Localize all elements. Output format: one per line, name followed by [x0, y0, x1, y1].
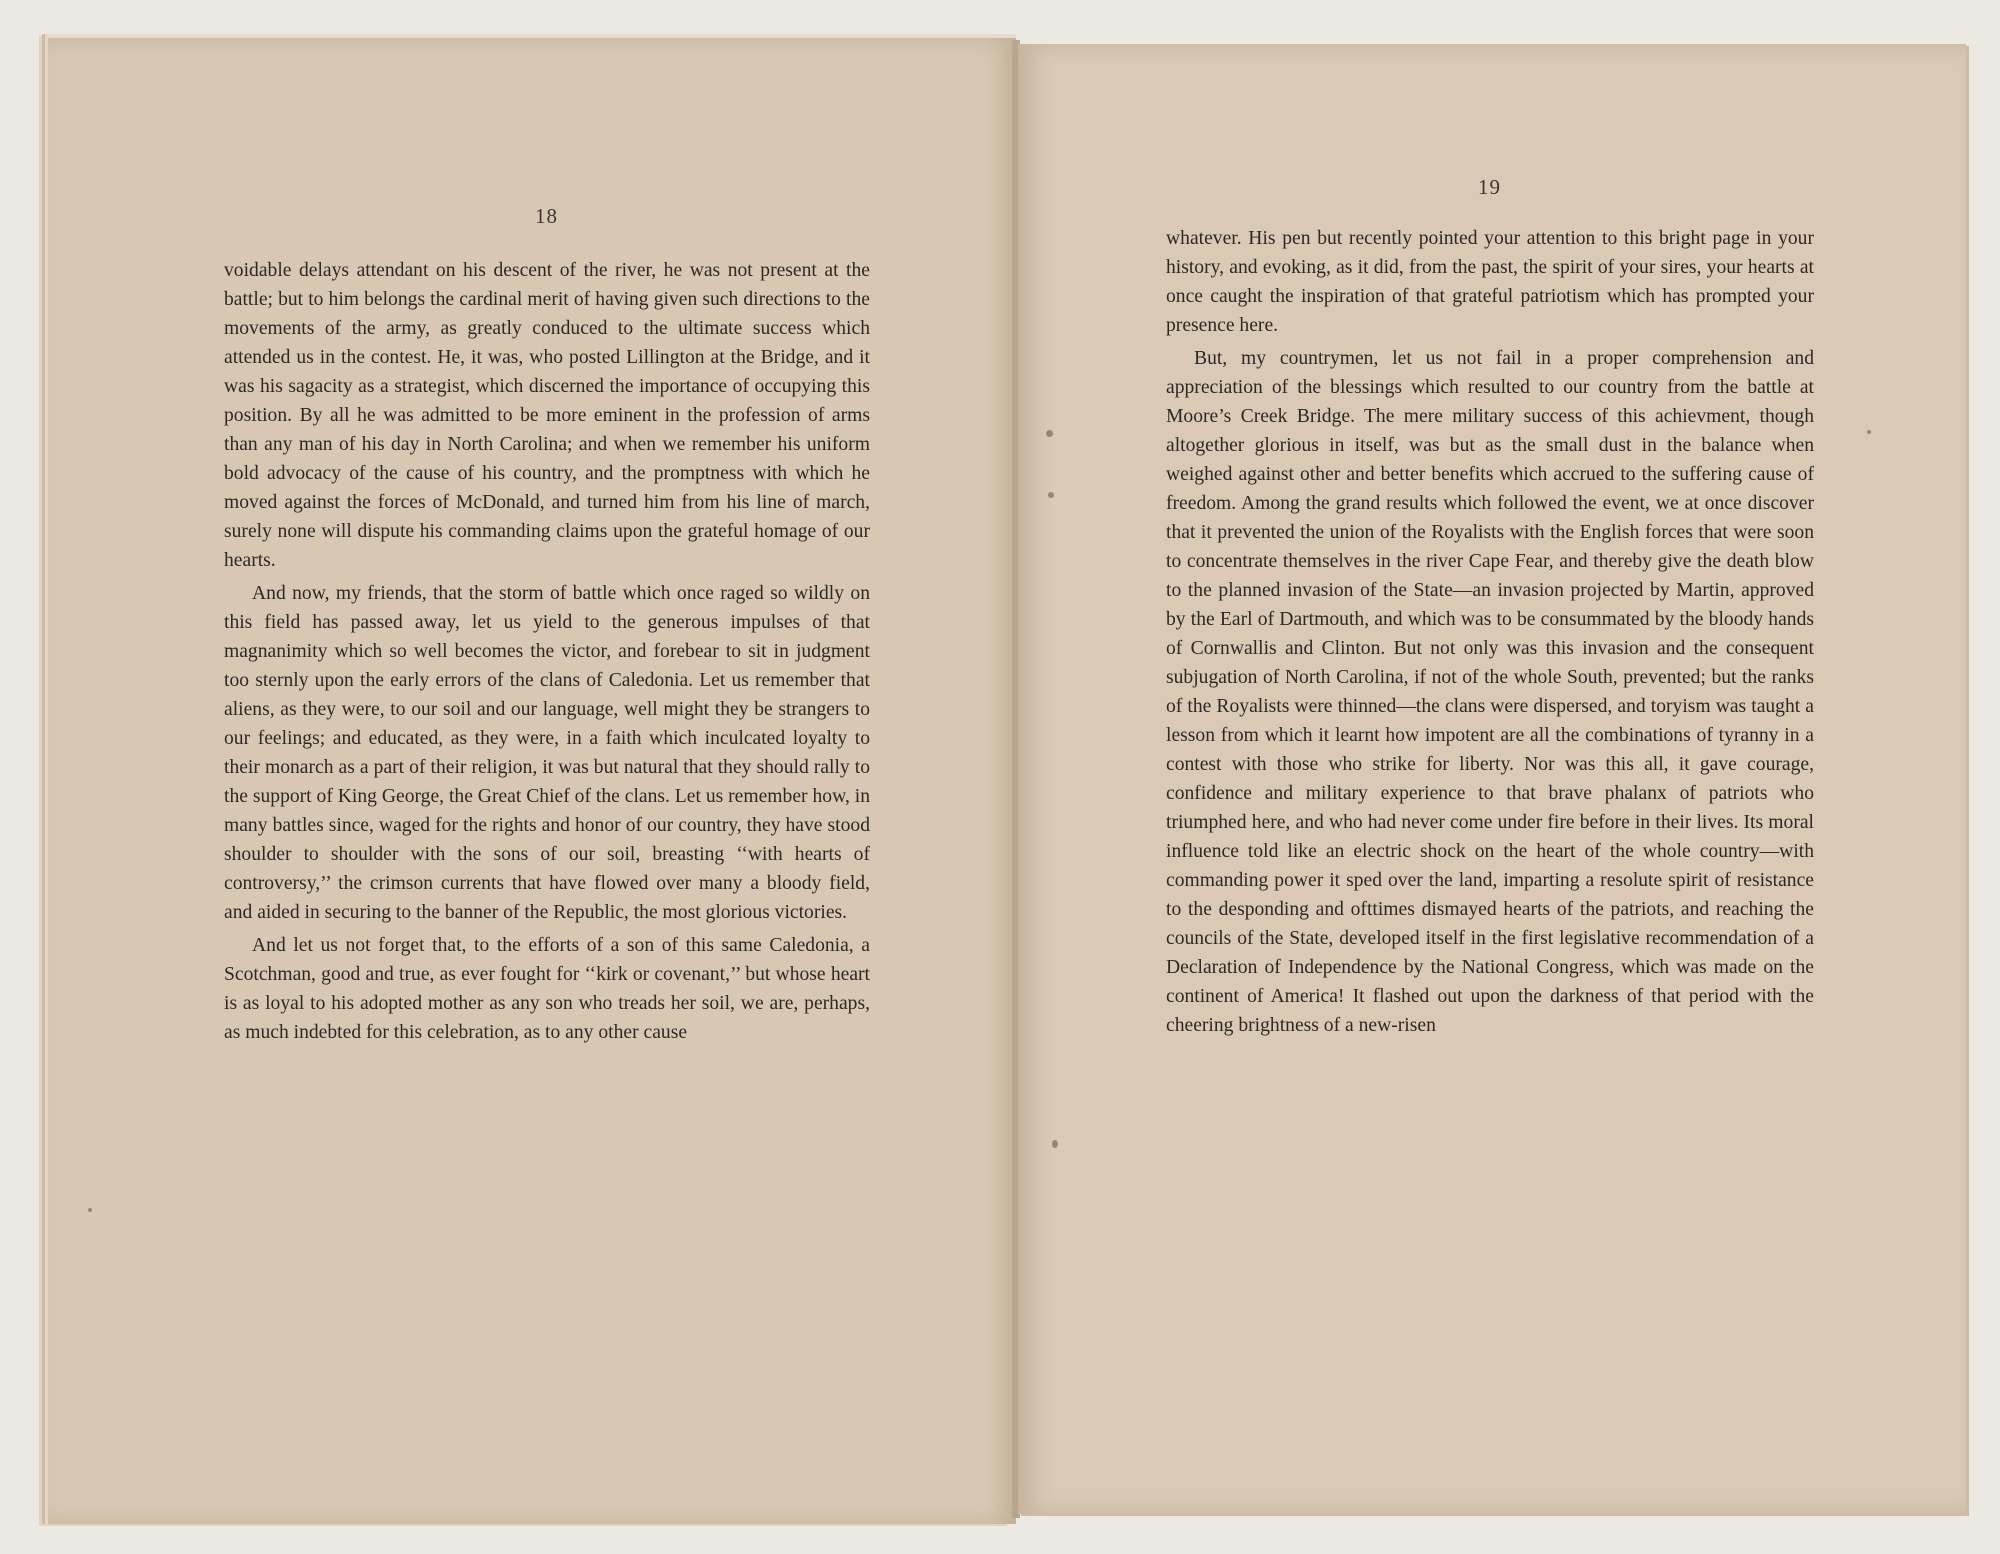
right-page-number: 19 — [1478, 175, 1501, 199]
left-paragraph-2: And now, my friends, that the storm of battle which once raged so wildly on this field has passed away, let us yield to the generous impulses of that magnanimity which so well becomes the victor, and forebear to sit in judgment too sternly upon the early errors of the clans of Caledonia. Let us remember that aliens, as they were, to our soil and our language, well might they be strangers to our feelings; and educated, as they were, in a faith which inculcated loyalty to their monarch as a part of their religion, it was but natural that they should rally to the support of King George, the Great Chief of the clans. Let us remember how, in many battles since, waged for the rights and honor of our country, they have stood shoulder to shoulder with the sons of our soil, breasting ‘‘with hearts of controversy,’’ the crimson currents that have flowed over many a bloody field, and aided in securing to the banner of the Republic, the most glorious victories. — [224, 583, 870, 923]
paper-speck — [1046, 430, 1053, 437]
right-paragraph-2: But, my countrymen, let us not fail in a proper comprehension and appreciation of the blessings which resulted to our country from the battle at Moore’s Creek Bridge. The mere military success of this achievment, though altogether glorious in itself, was but as the small dust in the balance when weighed against other and better benefits which accrued to the suffering cause of freedom. Among the grand results which followed the event, we at once discover that it prevented the union of the Royalists with the English forces that were soon to concentrate themselves in the river Cape Fear, and thereby give the death blow to the planned invasion of the State—an invasion projected by Martin, approved by the Earl of Dartmouth, and which was to be consummated by the bloody hands of Cornwallis and Clinton. But not only was this invasion and the consequent subjugation of North Carolina, if not of the whole South, prevented; but the ranks of the Royalists were thinned—the clans were dispersed, and toryism was taught a lesson from which it learnt how impotent are all the combinations of tyranny in a contest with those who strike for liberty. Nor was this all, it gave courage, confidence and military experience to that brave phalanx of patriots who triumphed here, and who had never come under fire before in their lives. Its moral influence told like an electric shock on the heart of the whole country—with commanding power it sped over the land, imparting a resolute spirit of resistance to the desponding and ofttimes dismayed hearts of the patriots, and reaching the councils of the State, developed itself in the first legislative recommendation of a Declaration of Independence by the National Congress, which was made on the continent of America! It flashed out upon the darkness of that period with the cheering brightness of a new-risen — [1166, 348, 1814, 1036]
paper-speck — [1052, 1140, 1058, 1148]
right-paragraph-1: whatever. His pen but recently pointed your attention to this bright page in your history, and evoking, as it did, from the past, the spirit of your sires, your hearts at once caught the inspiration of that grateful patriotism which has prompted your presence here. — [1166, 228, 1814, 336]
paper-speck — [1048, 492, 1054, 498]
left-paragraph-1: voidable delays attendant on his descent of the river, he was not present at the battle; but to him belongs the cardinal merit of having given such directions to the movements of the army, as greatly conduced to the ultimate success which attended us in the contest. He, it was, who posted Lillington at the Bridge, and it was his sagacity as a strategist, which discerned the importance of occupying this position. By all he was admitted to be more eminent in the profession of arms than any man of his day in North Carolina; and when we remember his uniform bold advocacy of the cause of his country, and the promptness with which he moved against the forces of McDonald, and turned him from his line of march, surely none will dispute his commanding claims upon the grateful homage of our hearts. — [224, 260, 870, 571]
left-page-text — [224, 256, 870, 1051]
paper-speck — [88, 1208, 92, 1212]
paper-speck — [1867, 430, 1871, 434]
right-page-text — [1166, 224, 1814, 1044]
left-paragraph-3: And let us not forget that, to the efforts of a son of this same Caledonia, a Scotchman, good and true, as ever fought for ‘‘kirk or covenant,’’ but whose heart is as loyal to his adopted mother as any son who treads her soil, we are, perhaps, as much indebted for this celebration, as to any other cause — [224, 935, 870, 1043]
left-page-number: 18 — [535, 204, 558, 228]
